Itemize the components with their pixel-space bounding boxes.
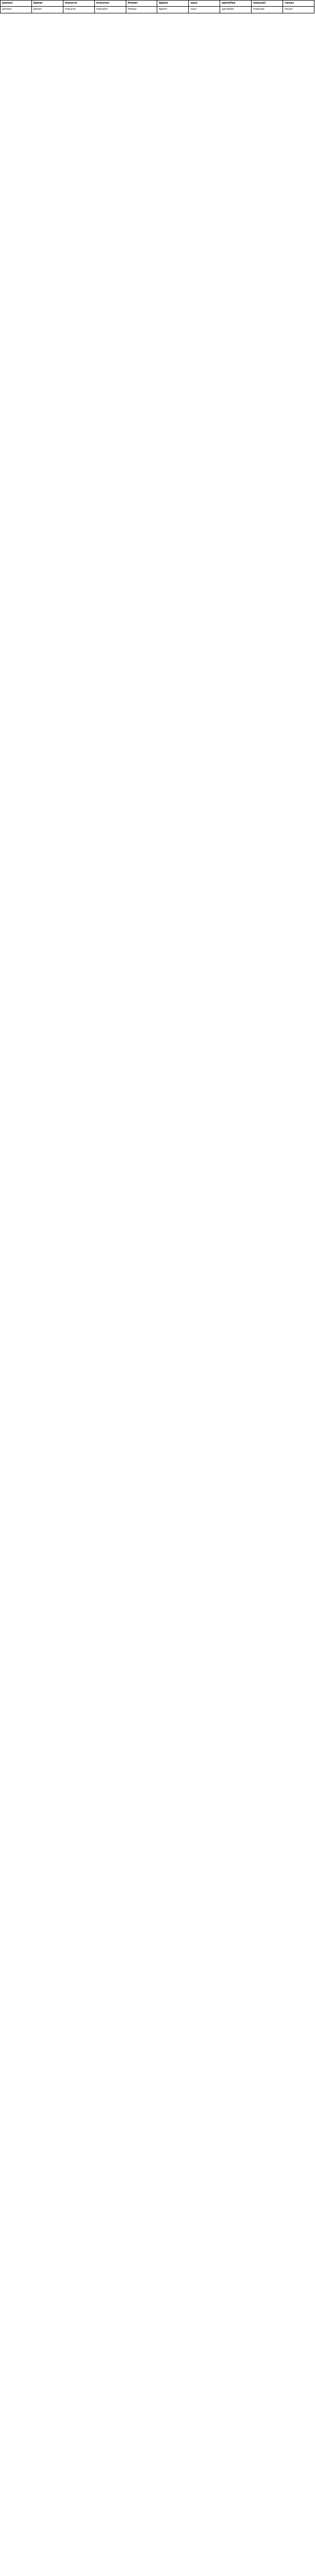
table-cell: mwurre <box>63 1 94 7</box>
table-row <box>1 7 314 13</box>
table-cell: fmwar <box>126 7 157 13</box>
table-cell: xaur <box>189 1 220 7</box>
table-cell: jamesr <box>1 7 32 13</box>
table-row <box>1 1 314 7</box>
table-cell: ajmwfae <box>220 7 252 13</box>
table-cell: bjmer <box>31 7 63 13</box>
table-cell: bjamr <box>157 1 189 7</box>
table-cell: mwuren <box>94 7 126 13</box>
table-cell: xaur <box>189 7 220 13</box>
table-cell: jamesr <box>1 1 32 7</box>
table-cell: bjamr <box>157 7 189 13</box>
table-cell: mwuoei <box>252 7 283 13</box>
table-cell: mwurre <box>63 7 94 13</box>
table-cell: bjmer <box>31 1 63 7</box>
table-cell: fmwar <box>126 1 157 7</box>
table-cell: mwuren <box>94 1 126 7</box>
table-cell: ajmwfae <box>220 1 252 7</box>
data-table <box>0 0 314 13</box>
table-cell: rwuer <box>283 1 314 7</box>
table-cell: rwuer <box>283 7 314 13</box>
table-cell: mwuoei <box>252 1 283 7</box>
